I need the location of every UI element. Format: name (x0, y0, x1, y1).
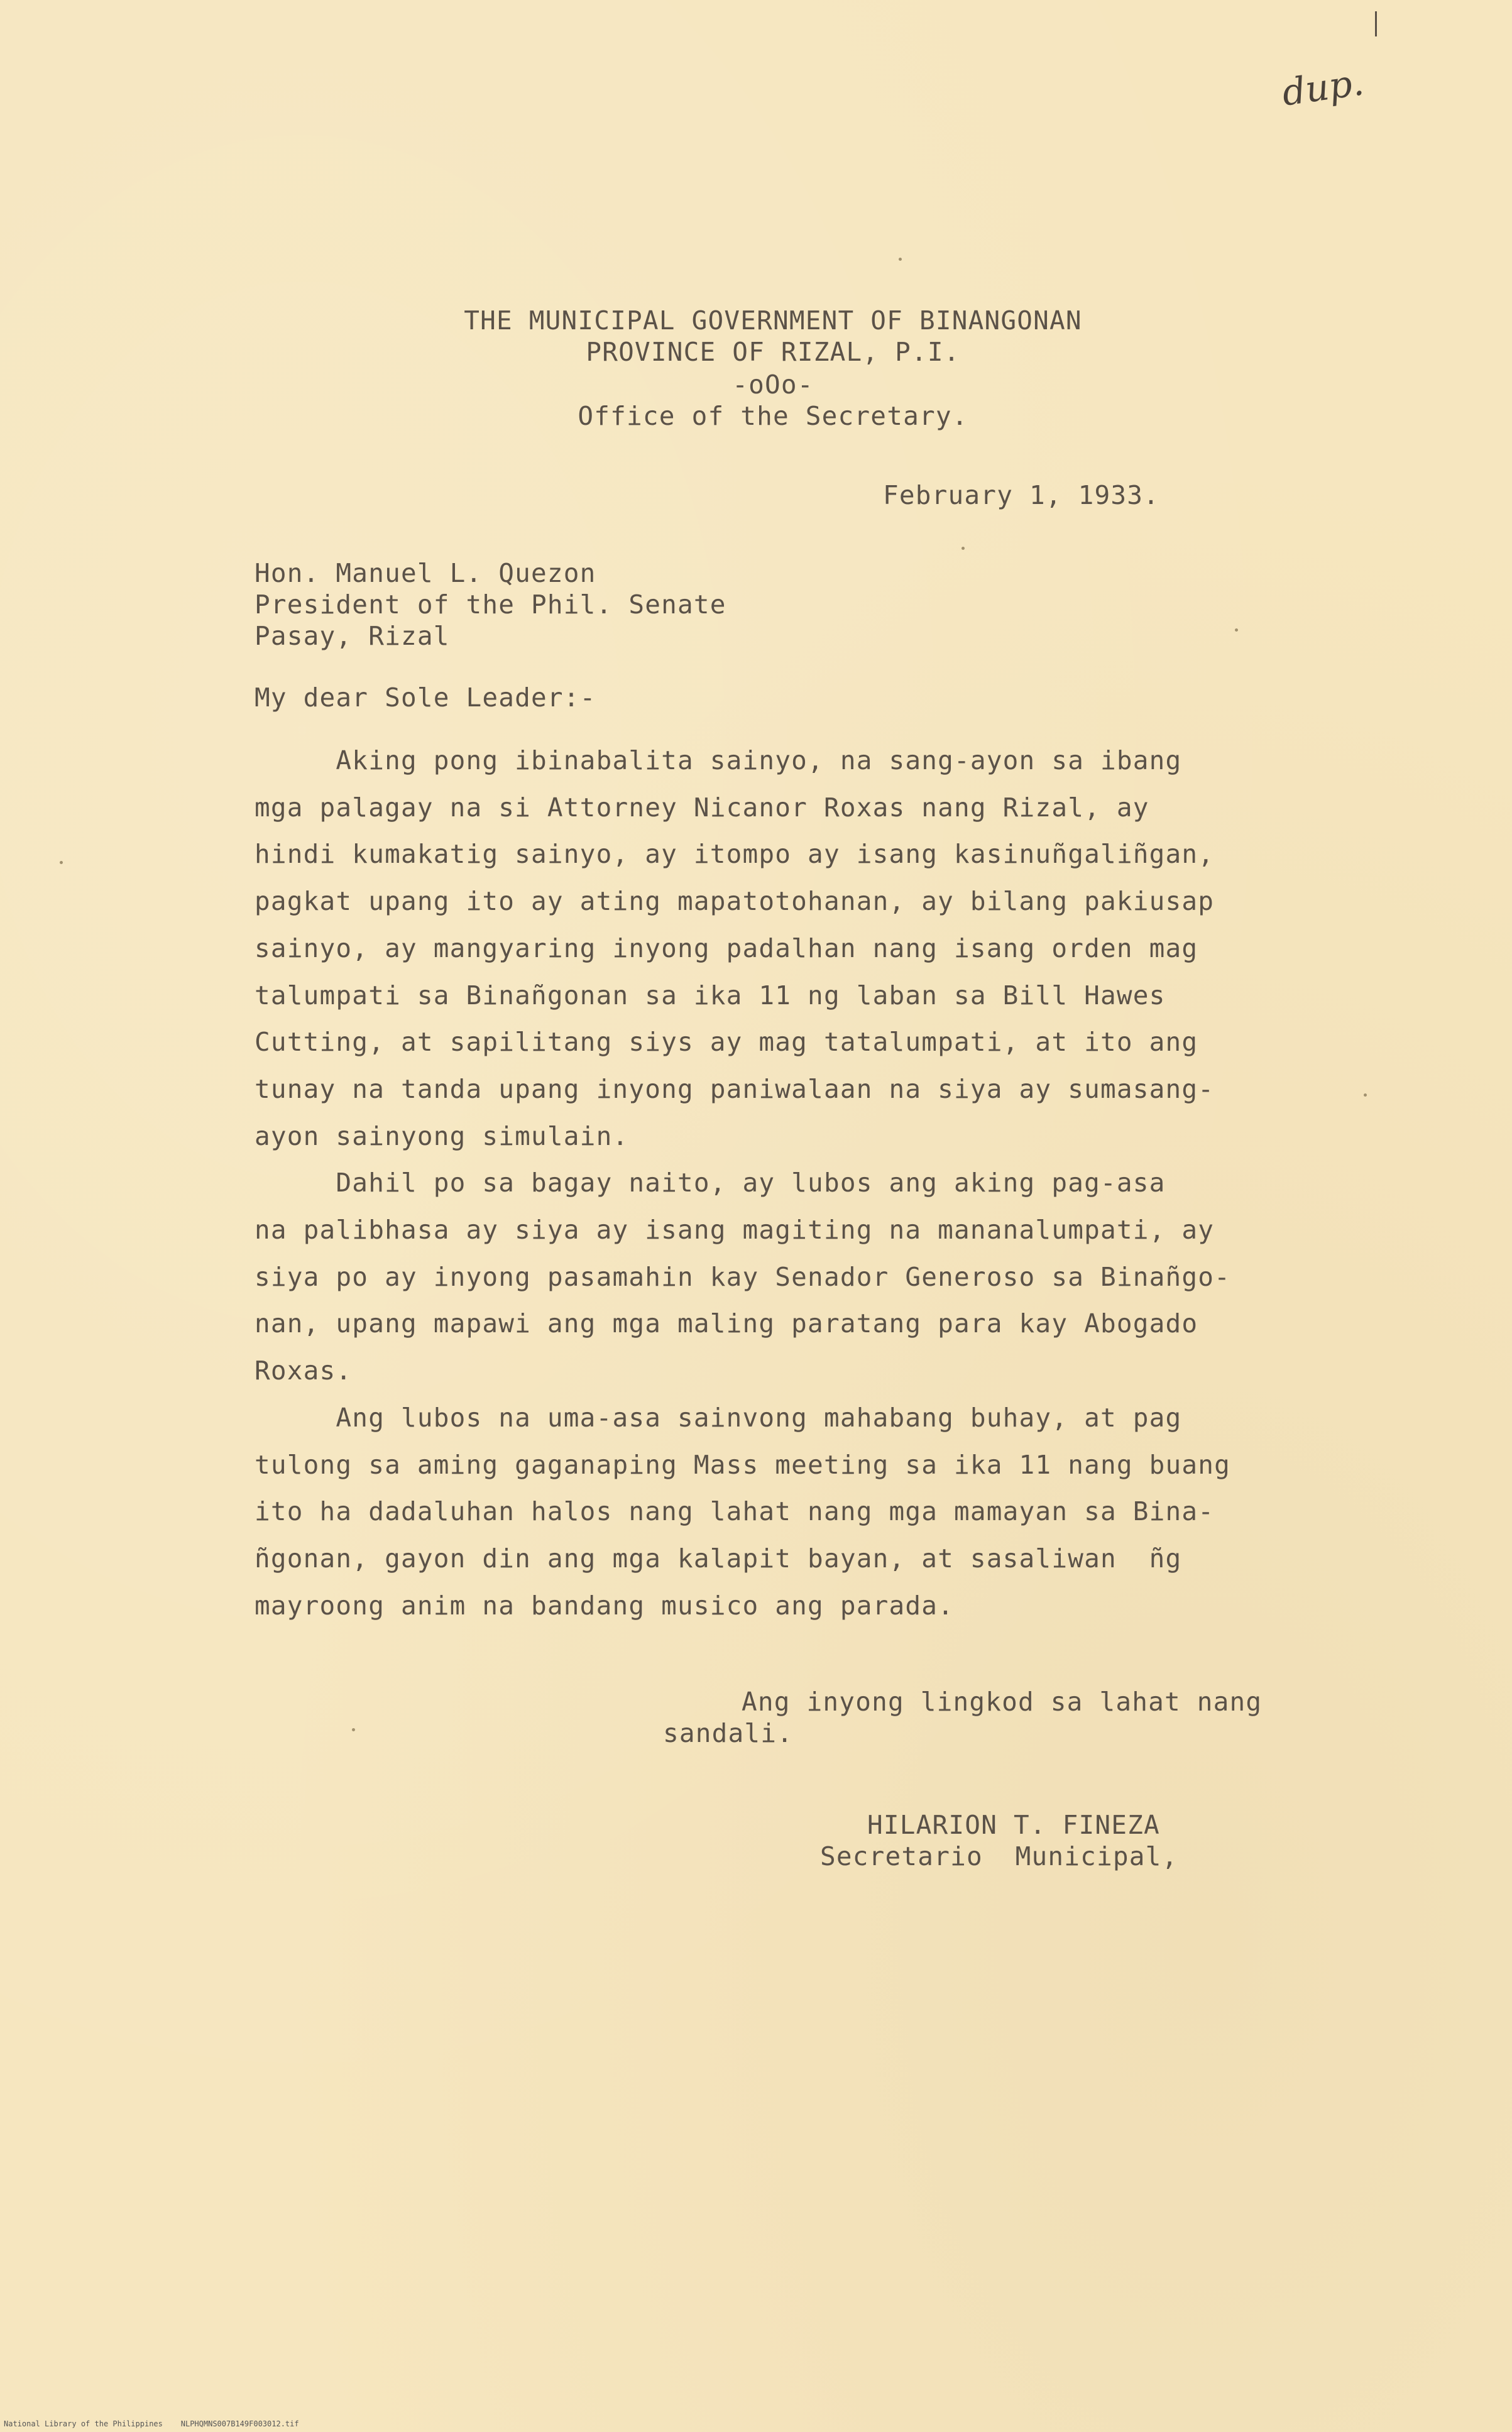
body-line: tunay na tanda upang inyong paniwalaan na siya ay sumasang- (255, 1074, 1215, 1104)
paper-speck (352, 1728, 355, 1731)
body-line: nan, upang mapawi ang mga maling paratang para kay Abogado (255, 1308, 1198, 1339)
paper-speck (1235, 628, 1238, 632)
header-line-3: -oOo- (732, 370, 814, 400)
pencil-tick-mark (1375, 11, 1377, 36)
header-line-1: THE MUNICIPAL GOVERNMENT OF BINANGONAN (464, 305, 1082, 336)
header-line-4: Office of the Secretary. (578, 401, 968, 431)
body-line: Dahil po sa bagay naito, ay lubos ang aking pag-asa (255, 1168, 1166, 1198)
body-line: mayroong anim na bandang musico ang parada. (255, 1591, 955, 1621)
header-line-2: PROVINCE OF RIZAL, P.I. (586, 337, 960, 367)
paper-speck (1364, 1093, 1367, 1097)
body-line: ñgonan, gayon din ang mga kalapit bayan, at sasaliwan ñg (255, 1543, 1182, 1574)
salutation: My dear Sole Leader:- (255, 682, 596, 713)
body-line: sainyo, ay mangyaring inyong padalhan nang isang orden mag (255, 933, 1198, 963)
body-line: ayon sainyong simulain. (255, 1121, 629, 1151)
closing-line-2: sandali. (663, 1718, 794, 1748)
body-line: hindi kumakatig sainyo, ay itompo ay isang kasinuñgaliñgan, (255, 839, 1215, 869)
body-line: ito ha dadaluhan halos nang lahat nang mga mamayan sa Bina- (255, 1496, 1215, 1526)
body-line: tulong sa aming gaganaping Mass meeting sa ika 11 nang buang (255, 1450, 1231, 1480)
paper-speck (899, 258, 902, 261)
paper-speck (961, 547, 965, 550)
addressee-line-2: President of the Phil. Senate (255, 589, 726, 620)
body-line: talumpati sa Binañgonan sa ika 11 ng laban sa Bill Hawes (255, 980, 1166, 1011)
body-line: Aking pong ibinabalita sainyo, na sang-ayon sa ibang (255, 745, 1182, 775)
body-line: siya po ay inyong pasamahin kay Senador Generoso sa Binañgo- (255, 1262, 1231, 1292)
signatory-name: HILARION T. FINEZA (867, 1810, 1160, 1840)
body-line: Ang lubos na uma-asa sainvong mahabang buhay, at pag (255, 1403, 1182, 1433)
body-line: mga palagay na si Attorney Nicanor Roxas nang Rizal, ay (255, 792, 1149, 823)
body-line: Cutting, at sapilitang siys ay mag tatalumpati, at ito ang (255, 1027, 1198, 1057)
letter-date: February 1, 1933. (883, 480, 1160, 510)
archive-footer: National Library of the Philippines NLPHQMNS007B149F003012.tif (4, 2419, 299, 2428)
paper-speck (60, 861, 63, 864)
body-line: na palibhasa ay siya ay isang magiting na mananalumpati, ay (255, 1215, 1215, 1245)
body-line: Roxas. (255, 1356, 353, 1386)
closing-line-1: Ang inyong lingkod sa lahat nang (742, 1687, 1263, 1717)
body-line: pagkat upang ito ay ating mapatotohanan, ay bilang pakiusap (255, 886, 1215, 916)
addressee-line-1: Hon. Manuel L. Quezon (255, 558, 596, 588)
handwritten-annotation: dup. (1279, 60, 1367, 114)
signatory-title: Secretario Municipal, (820, 1841, 1178, 1871)
addressee-line-3: Pasay, Rizal (255, 621, 450, 651)
